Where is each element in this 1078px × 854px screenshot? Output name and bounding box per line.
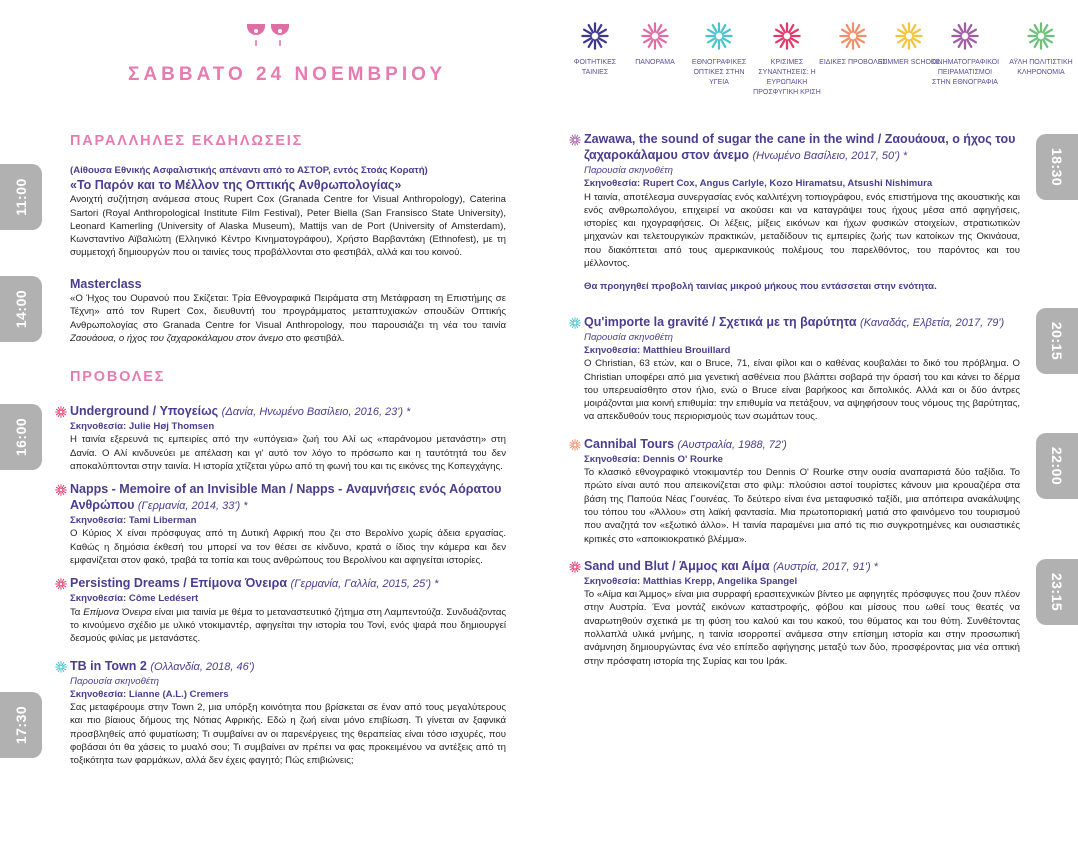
film-title[interactable]: TB in Town 2 (Ολλανδία, 2018, 46') bbox=[70, 658, 255, 673]
legend-item bbox=[1006, 22, 1076, 78]
time-tab-20-15: 20:15 bbox=[1036, 308, 1078, 374]
film-director: Σκηνοθεσία: Lianne (A.L.) Cremers bbox=[70, 688, 229, 700]
category-burst-icon bbox=[1027, 22, 1055, 50]
time-tab-16-00: 16:00 bbox=[0, 404, 42, 470]
film-title[interactable]: Underground / Υπογείως (Δανία, Ηνωμένο Βασίλειο, 2016, 23') * bbox=[70, 404, 411, 418]
event-title: «Το Παρόν και το Μέλλον της Οπτικής Ανθρωπολογίας» bbox=[70, 178, 402, 193]
film-description: Ο Christian, 63 ετών, και ο Bruce, 71, είναι φίλοι και ο καθένας κουβαλάει το δικό του πρόβλημα. Ο Christian υποφέρει από μια γενετική ασθένεια που βλάπτει σοβαρά την όρασή του και κάνει το δέρμα του υπερευαίσθητο στον ήλιο, ενώ ο Bruce είναι βαρήκοος και διπολικός. Αλλά και οι δύο άντρες μοιράζονται μια κοινή επιθυμία: την επιθυμία να πετάξουν, να αψηφήσουν τους νόμους της βαρύτητας, να απεκδυθούν τους περιορισμούς των σωμάτων τους. bbox=[584, 358, 1020, 423]
section-parallel-events: ΠΑΡΑΛΛΗΛΕΣ ΕΚΔΗΛΩΣΕΙΣ bbox=[70, 133, 304, 149]
director-presence: Παρουσία σκηνοθέτη bbox=[70, 675, 159, 687]
film-entry bbox=[70, 658, 506, 768]
time-tab-18-30: 18:30 bbox=[1036, 134, 1078, 200]
film-description: Η ταινία, αποτέλεσμα συνεργασίας ενός καλλιτέχνη τοπιογράφου, ενός επιστήμονα της ακουστικής και ενός ανθρωπολόγου, επιχειρεί να ακούσει και να καταγράψει τους ήχους μέσα από αφηγήσεις, ιστορίες και ηχογραφήσεις. Οι λέξεις, μίξεις εικόνων και ήχων φυσικών στοιχείων, στρατιωτικών μηχανών και τελετουργικών πρακτικών, μεταδίδουν τις εμπειρίες ζωής των κατοίκων της Οκινάουα, που διακόπτεται από τους αμερικανικούς πολέμους του παρελθόντος, του παρόντος και του μέλλοντος. bbox=[584, 191, 1020, 270]
legend-label: ΦΟΙΤΗΤΙΚΕΣ ΤΑΙΝΙΕΣ bbox=[573, 59, 617, 76]
film-title[interactable]: Zawawa, the sound of sugar the cane in the wind / Ζαουάουα, ο ήχος του ζαχαροκάλαμου στον άνεμο (Ηνωμένο Βασίλειο, 2017, 50') * bbox=[584, 132, 1016, 162]
legend-item bbox=[684, 22, 754, 88]
event-masterclass bbox=[70, 276, 506, 345]
film-title[interactable]: Sand und Blut / Άμμος και Αίμα (Αυστρία, 2017, 91') * bbox=[584, 558, 878, 573]
film-entry bbox=[70, 575, 506, 645]
event-venue: (Αίθουσα Εθνικής Ασφαλιστικής απέναντι από το ΑΣΤΟΡ, εντός Στοάς Κορατή) bbox=[70, 165, 428, 176]
legend-label: ΚΙΝΗΜΑΤΟΓΡΑΦΙΚΟΙ ΠΕΙΡΑΜΑΤΙΣΜΟΙ ΣΤΗΝ ΕΘΝΟΓΡΑΦΙΑ bbox=[930, 59, 1000, 86]
category-burst-icon bbox=[581, 22, 609, 50]
legend-item bbox=[620, 22, 690, 68]
time-tab-22-00: 22:00 bbox=[1036, 433, 1078, 499]
film-title[interactable]: Napps - Memoire of an Invisible Man / Napps - Αναμνήσεις ενός Αόρατου Ανθρώπου (Γερμανία, 2014, 33') * bbox=[70, 482, 502, 513]
films-left-column bbox=[70, 403, 506, 768]
legend-label: ΑΫΛΗ ΠΟΛΙΤΙΣΤΙΚΗ ΚΛΗΡΟΝΟΜΙΑ bbox=[1009, 59, 1073, 76]
time-tab-14-00: 14:00 bbox=[0, 276, 42, 342]
category-burst-icon bbox=[569, 317, 581, 329]
festival-logo bbox=[245, 22, 291, 48]
film-entry bbox=[584, 314, 1020, 424]
film-description: Το «Αίμα και Άμμος» είναι μια συρραφή ερασιτεχνικών βίντεο με αφηγητές πρόσφυγες που ζουν πλέον στην Αυστρία. Ένα μοντάζ εικόνων καταστροφής, φόβου και μίσους που ωθεί τους θεατές να αναρωτηθούν σχετικά με τη φύση του καλού και του κακού, του θύματος και του θύτη. Συνθέτοντας πολλαπλά υλικά μνήμης, η ταινία ισορροπεί ανάμεσα στην επίσημη ιστορία και στην προσωπική ανάμνηση δημιουργώντας ένα νέο επίπεδο αφήγησης μεταξύ των δύο, προσφέροντας μια νέα οπτική στην πρόσφατη ιστορία της Συρίας και του Ιράκ. bbox=[584, 589, 1020, 667]
legend-label: SUMMER SCHOOL bbox=[877, 59, 941, 66]
category-burst-icon bbox=[773, 22, 801, 50]
masterclass-title: Masterclass bbox=[70, 277, 142, 291]
category-burst-icon bbox=[705, 22, 733, 50]
film-entry bbox=[70, 481, 506, 567]
page-date-title: ΣΑΒΒΑΤΟ 24 ΝΟΕΜΒΡΙΟΥ bbox=[128, 64, 447, 85]
film-entry bbox=[584, 436, 1020, 546]
films-right-column bbox=[584, 131, 1020, 668]
film-director: Σκηνοθεσία: Tami Liberman bbox=[70, 515, 197, 527]
category-burst-icon bbox=[839, 22, 867, 50]
category-burst-icon bbox=[569, 439, 581, 451]
category-burst-icon bbox=[895, 22, 923, 50]
event-discussion bbox=[70, 164, 506, 260]
legend-label: ΚΡΙΣΙΜΕΣ ΣΥΝΑΝΤΗΣΕΙΣ: Η ΕΥΡΩΠΑΙΚΗ ΠΡΟΣΦΥΓΙΚΗ ΚΡΙΣΗ bbox=[753, 59, 821, 96]
film-entry bbox=[70, 403, 506, 473]
legend-item bbox=[930, 22, 1000, 88]
section-screenings: ΠΡΟΒΟΛΕΣ bbox=[70, 369, 166, 385]
category-burst-icon bbox=[569, 561, 581, 573]
category-burst-icon bbox=[55, 406, 67, 418]
category-burst-icon bbox=[55, 661, 67, 673]
film-director: Σκηνοθεσία: Julie Høj Thomsen bbox=[70, 421, 215, 432]
director-presence: Παρουσία σκηνοθέτη bbox=[584, 331, 673, 343]
film-description: Το κλασικό εθνογραφικό ντοκιμαντέρ του Dennis O' Rourke στην ουσία αναπαριστά δύο ταξίδια. Το πρώτο είναι αυτό που απεικονίζεται στο φιλμ: πλούσιοι αστοί τουρίστες κάνουν μια κρουαζιέρα στα βάση της Παπούα Νέας Γουινέας. Το δεύτερο είναι ένα μεταφυσικό ταξίδι, μια απόπειρα ανακάλυψης του τόπου του «Άλλου» στη λαϊκή φαντασία. Μια πρωτοποριακή ματιά στο φαινόμενο του τουρισμού που αναζητά τον «εξωτικό άλλο». Η ταινία παραμένει μια από τις πιο συγκροτημένες και ουσιαστικές κριτικές στο «αποικιοκρατικό βλέμμα». bbox=[584, 467, 1020, 545]
film-director: Σκηνοθεσία: Matthieu Brouillard bbox=[584, 344, 731, 356]
film-title[interactable]: Qu'importe la gravité / Σχετικά με τη βαρύτητα (Καναδάς, Ελβετία, 2017, 79') bbox=[584, 314, 1005, 329]
film-note: Θα προηγηθεί προβολή ταινίας μικρού μήκους που εντάσσεται στην ενότητα. bbox=[584, 281, 937, 293]
film-description: Η ταινία εξερευνά τις εμπειρίες από την «υπόγεια» ζωή του Αλί ως «παράνομου μετανάστη» στη Δανία. Ο Αλί κινδυνεύει με απέλαση και γι' αυτό τον λόγο το πρόσωπο και η ταυτότητά του δεν αποκαλύπτονται στην ταινία. Η ιστορία χτίζεται γύρω από τη φωνή του και τις εικόνες της Κοπεγχάγης. bbox=[70, 434, 506, 472]
legend-label: ΕΘΝΟΓΡΑΦΙΚΕΣ ΟΠΤΙΚΕΣ ΣΤΗΝ ΥΓΕΙΑ bbox=[691, 59, 747, 86]
film-entry bbox=[584, 131, 1020, 294]
film-director: Σκηνοθεσία: Dennis O' Rourke bbox=[584, 453, 724, 465]
time-tab-11-00: 11:00 bbox=[0, 164, 42, 230]
film-title[interactable]: Cannibal Tours (Αυστραλία, 1988, 72') bbox=[584, 436, 787, 451]
category-burst-icon bbox=[55, 578, 67, 590]
legend-label: ΕΙΔΙΚΕΣ ΠΡΟΒΟΛΕΣ bbox=[819, 59, 887, 66]
event-description: Ανοιχτή συζήτηση ανάμεσα στους Rupert Cox (Granada Centre for Visual Anthropology), Caterina Sartori (Royal Anthropological Institute Film Festival), Peter Biella (San Fransisco State University), Leonard Kamerling (University of Alaska Museum), Mattijs van de Port (University of Amsterdam), Κωνσταντίνο Αϊβαλιώτη (Ελληνικό Κέντρο Κινηματογράφου), Χρήστο Βαρβαντάκη (Ethnofest), με τη συμμετοχή δημιουργών που οι ταινίες τους προβάλλονται στο φεστιβάλ, αλλά και του κοινού. bbox=[70, 194, 506, 259]
time-tab-17-30: 17:30 bbox=[0, 692, 42, 758]
film-description: Ο Κύριος Χ είναι πρόσφυγας από τη Δυτική Αφρική που ζει στο Βερολίνο χωρίς άδεια εργασίας. Καθώς η δημόσια έκθεσή του μπορεί να τον θέσει σε κίνδυνο, κρατά ο ίδιος την κάμερα και δεν εμφανίζεται στον φακό, τραβά τα τοπία και τους ανθρώπους του Βερολίνου και αφηγείται ιστορίες. bbox=[70, 528, 506, 567]
film-description: Σας μεταφέρουμε στην Town 2, μια υπόρξη κοινότητα που βρίσκεται σε έναν από τους μεγαλύτερους και πιο βίαιους δήμους της Νότιας Αφρικής. Εδώ η ζωή είναι μόνο επιβίωση. Τι γίνεται αν ξαφνικά προσβληθείς από φυματίωση; Τι συμβαίνει αν οι παρενέργειες της θεραπείας είναι τόσο ισχυρές, που φοβάσαι ότι θα χάσεις το μυαλό σου; Τι συμβαίνει αν πρέπει να φας προκειμένου να αντέξεις από τη τοξικότητα των φαρμάκων, αλλά δεν έχεις φαγητό; Πώς επιβιώνεις; bbox=[70, 702, 506, 767]
film-entry bbox=[584, 558, 1020, 668]
time-tab-23-15: 23:15 bbox=[1036, 559, 1078, 625]
film-director: Σκηνοθεσία: Matthias Krepp, Angelika Spangel bbox=[584, 575, 798, 587]
category-burst-icon bbox=[569, 134, 581, 146]
category-burst-icon bbox=[951, 22, 979, 50]
film-director: Σκηνοθεσία: Côme Ledésert bbox=[70, 593, 199, 605]
legend-item bbox=[752, 22, 822, 98]
director-presence: Παρουσία σκηνοθέτη bbox=[584, 165, 673, 176]
category-legend bbox=[560, 22, 1073, 112]
film-description: Τα Επίμονα Όνειρα είναι μια ταινία με θέμα το μεταναστευτικό ζήτημα στη Λαμπεντούζα. Συνδυάζοντας το κινούμενο σχέδιο με υλικό ντοκιμαντέρ, αφηγείται την ιστορία του Τονί, ενός ψαρά που δημιουργεί δεσμούς φιλίας με μετανάστες. bbox=[70, 606, 506, 645]
film-director: Σκηνοθεσία: Rupert Cox, Angus Carlyle, Kozo Hiramatsu, Atsushi Nishimura bbox=[584, 178, 933, 190]
category-burst-icon bbox=[641, 22, 669, 50]
legend-label: ΠΑΝΟΡΑΜΑ bbox=[635, 59, 675, 66]
masterclass-description: «Ο Ήχος του Ουρανού που Σκίζεται: Τρία Εθνογραφικά Πειράματα στη Μετάφραση τη Επιστήμης σε Τέχνη» από τον Rupert Cox, διευθυντή του προγράμματος μεταπτυχιακών σπουδών Οπτικής Ανθρωπολογίας στο Granada Centre for Visual Anthropology, που παρουσιάζει τη νέα του ταινία Ζαουάουα, ο ήχος του ζαχαροκάλαμου στον άνεμο στο φεστιβάλ. bbox=[70, 293, 506, 344]
film-title[interactable]: Persisting Dreams / Επίμονα Όνειρα (Γερμανία, Γαλλία, 2015, 25') * bbox=[70, 576, 439, 591]
category-burst-icon bbox=[55, 484, 67, 496]
